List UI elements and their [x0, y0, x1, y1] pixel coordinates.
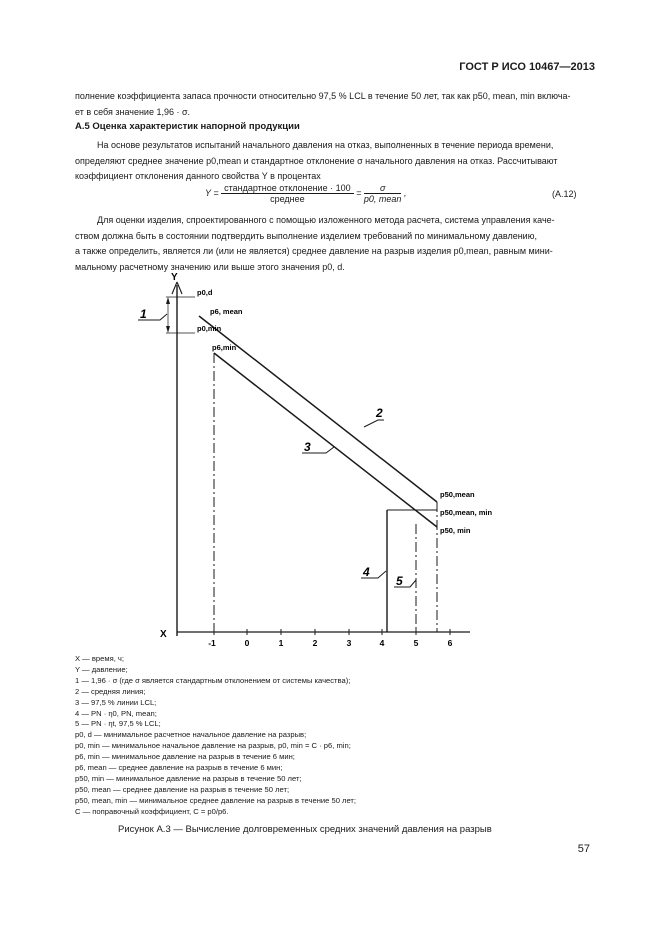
legend-item: Y — давление;	[75, 664, 128, 674]
legend-item: p50, min — минимальное давление на разрыв в течение 50 лет;	[75, 773, 302, 783]
callout-2: 2	[376, 406, 383, 420]
equation-number: (A.12)	[552, 189, 577, 199]
y-axis-arrow-right	[177, 282, 182, 294]
callout-3: 3	[304, 440, 311, 454]
para2-line-1: Для оценки изделия, спроектированного с помощью изложенного метода расчета, система управления каче-	[97, 215, 555, 225]
legend-item: p50, mean, min — минимальное среднее давление на разрыв в течение 50 лет;	[75, 795, 357, 805]
label-p50-mean: p50,mean	[440, 490, 475, 499]
para1-line-3: коэффициент отклонения данного свойства Y в процентах	[75, 171, 321, 181]
callout-1: 1	[140, 307, 147, 321]
figure-legend	[75, 654, 495, 818]
fraction-1-numerator: стандартное отклонение · 100	[221, 183, 353, 194]
dimension-1-arrow-bottom	[166, 326, 170, 333]
document-code: ГОСТ Р ИСО 10467—2013	[459, 61, 595, 73]
para2-line-3: а также определить, является ли (или не является) среднее давление на разрыв изделия p0,mean, равным мини-	[75, 246, 553, 256]
tick-label-1: 1	[278, 638, 284, 648]
legend-item: p50, mean — среднее давление на разрыв в течение 50 лет;	[75, 784, 290, 794]
label-p6-min: p6,min	[212, 343, 237, 352]
para1-line-1: На основе результатов испытаний начального давления на отказ, выполненных в течение периода времени,	[97, 140, 554, 150]
legend-item: 2 — средняя линия;	[75, 686, 146, 696]
tick-label-5: 5	[413, 638, 419, 648]
tick-label-0: 0	[244, 638, 250, 648]
tick-label-minus-1: -1	[208, 638, 216, 648]
callout-4: 4	[363, 565, 370, 579]
legend-item: 3 — 97,5 % линии LCL;	[75, 697, 157, 707]
legend-item: p6, min — минимальное давление на разрыв в течение 6 мин;	[75, 752, 295, 762]
figure-caption: Рисунок А.3 — Вычисление долговременных средних значений давления на разрыв	[118, 824, 492, 835]
label-p50-mean-min: p50,mean, min	[440, 508, 493, 517]
callout-5: 5	[396, 574, 403, 588]
point-labels	[197, 288, 493, 535]
intro-line-1: полнение коэффициента запаса прочности относительно 97,5 % LCL в течение 50 лет, так как p50, mean, min включа-	[75, 91, 571, 101]
label-p6-mean: p6, mean	[210, 307, 243, 316]
tick-label-6: 6	[447, 638, 453, 648]
legend-item: p6, mean — среднее давление на разрыв в течение 6 мин;	[75, 763, 283, 773]
label-p50-min: p50, min	[440, 526, 471, 535]
axis-label-y: Y	[171, 272, 178, 283]
legend-item: 4 — PN · η0, PN, mean;	[75, 708, 157, 718]
legend-item: 1 — 1,96 · σ (где σ является стандартным отклонением от системы качества);	[75, 675, 351, 685]
fraction-1-denominator: среднее	[270, 194, 305, 204]
leader-2	[364, 420, 384, 427]
dimension-1-arrow-top	[166, 297, 170, 304]
legend-item: 5 — PN · ηt, 97,5 % LCL;	[75, 719, 161, 729]
axis-label-x: X	[160, 629, 167, 640]
legend-item: C — поправочный коэффициент, C = p0/p6.	[75, 806, 229, 816]
formula-equals: =	[356, 187, 362, 198]
tick-labels	[208, 638, 452, 648]
callout-numbers	[140, 307, 403, 588]
formula-lhs: Y =	[205, 187, 219, 198]
label-p0-min: p0,min	[197, 324, 222, 333]
tick-label-4: 4	[379, 638, 385, 648]
legend-item: X — время, ч;	[75, 654, 124, 663]
para2-line-2: ством должна быть в состоянии подтвердить выполнение изделием требований по минимальному давлению,	[75, 230, 537, 241]
label-p0d: p0,d	[197, 288, 213, 297]
tick-label-2: 2	[312, 638, 318, 648]
intro-line-2: ет в себя значение 1,96 · σ.	[75, 106, 191, 117]
legend-item: p0, d — минимальное расчетное начальное давление на разрыв;	[75, 730, 307, 740]
formula-tail: ,	[403, 187, 407, 198]
para2-line-4: мальному расчетному значению или выше этого значения p0, d.	[75, 261, 345, 272]
para1-line-2: определяют среднее значение p0,mean и стандартное отклонение σ начального давления на отказ. Рассчитывают	[75, 155, 558, 166]
tick-label-3: 3	[346, 638, 352, 648]
legend-item: p0, min — минимальное начальное давление на разрыв, p0, min = C · p6, min;	[75, 741, 351, 751]
fraction-2-numerator: σ	[364, 183, 402, 194]
section-heading: А.5 Оценка характеристик напорной продукции	[75, 121, 300, 132]
fraction-2-denominator: p0, mean	[363, 194, 402, 204]
page-number: 57	[577, 843, 590, 855]
lcl-line-3	[214, 353, 437, 527]
y-axis-arrow-left	[172, 282, 177, 294]
